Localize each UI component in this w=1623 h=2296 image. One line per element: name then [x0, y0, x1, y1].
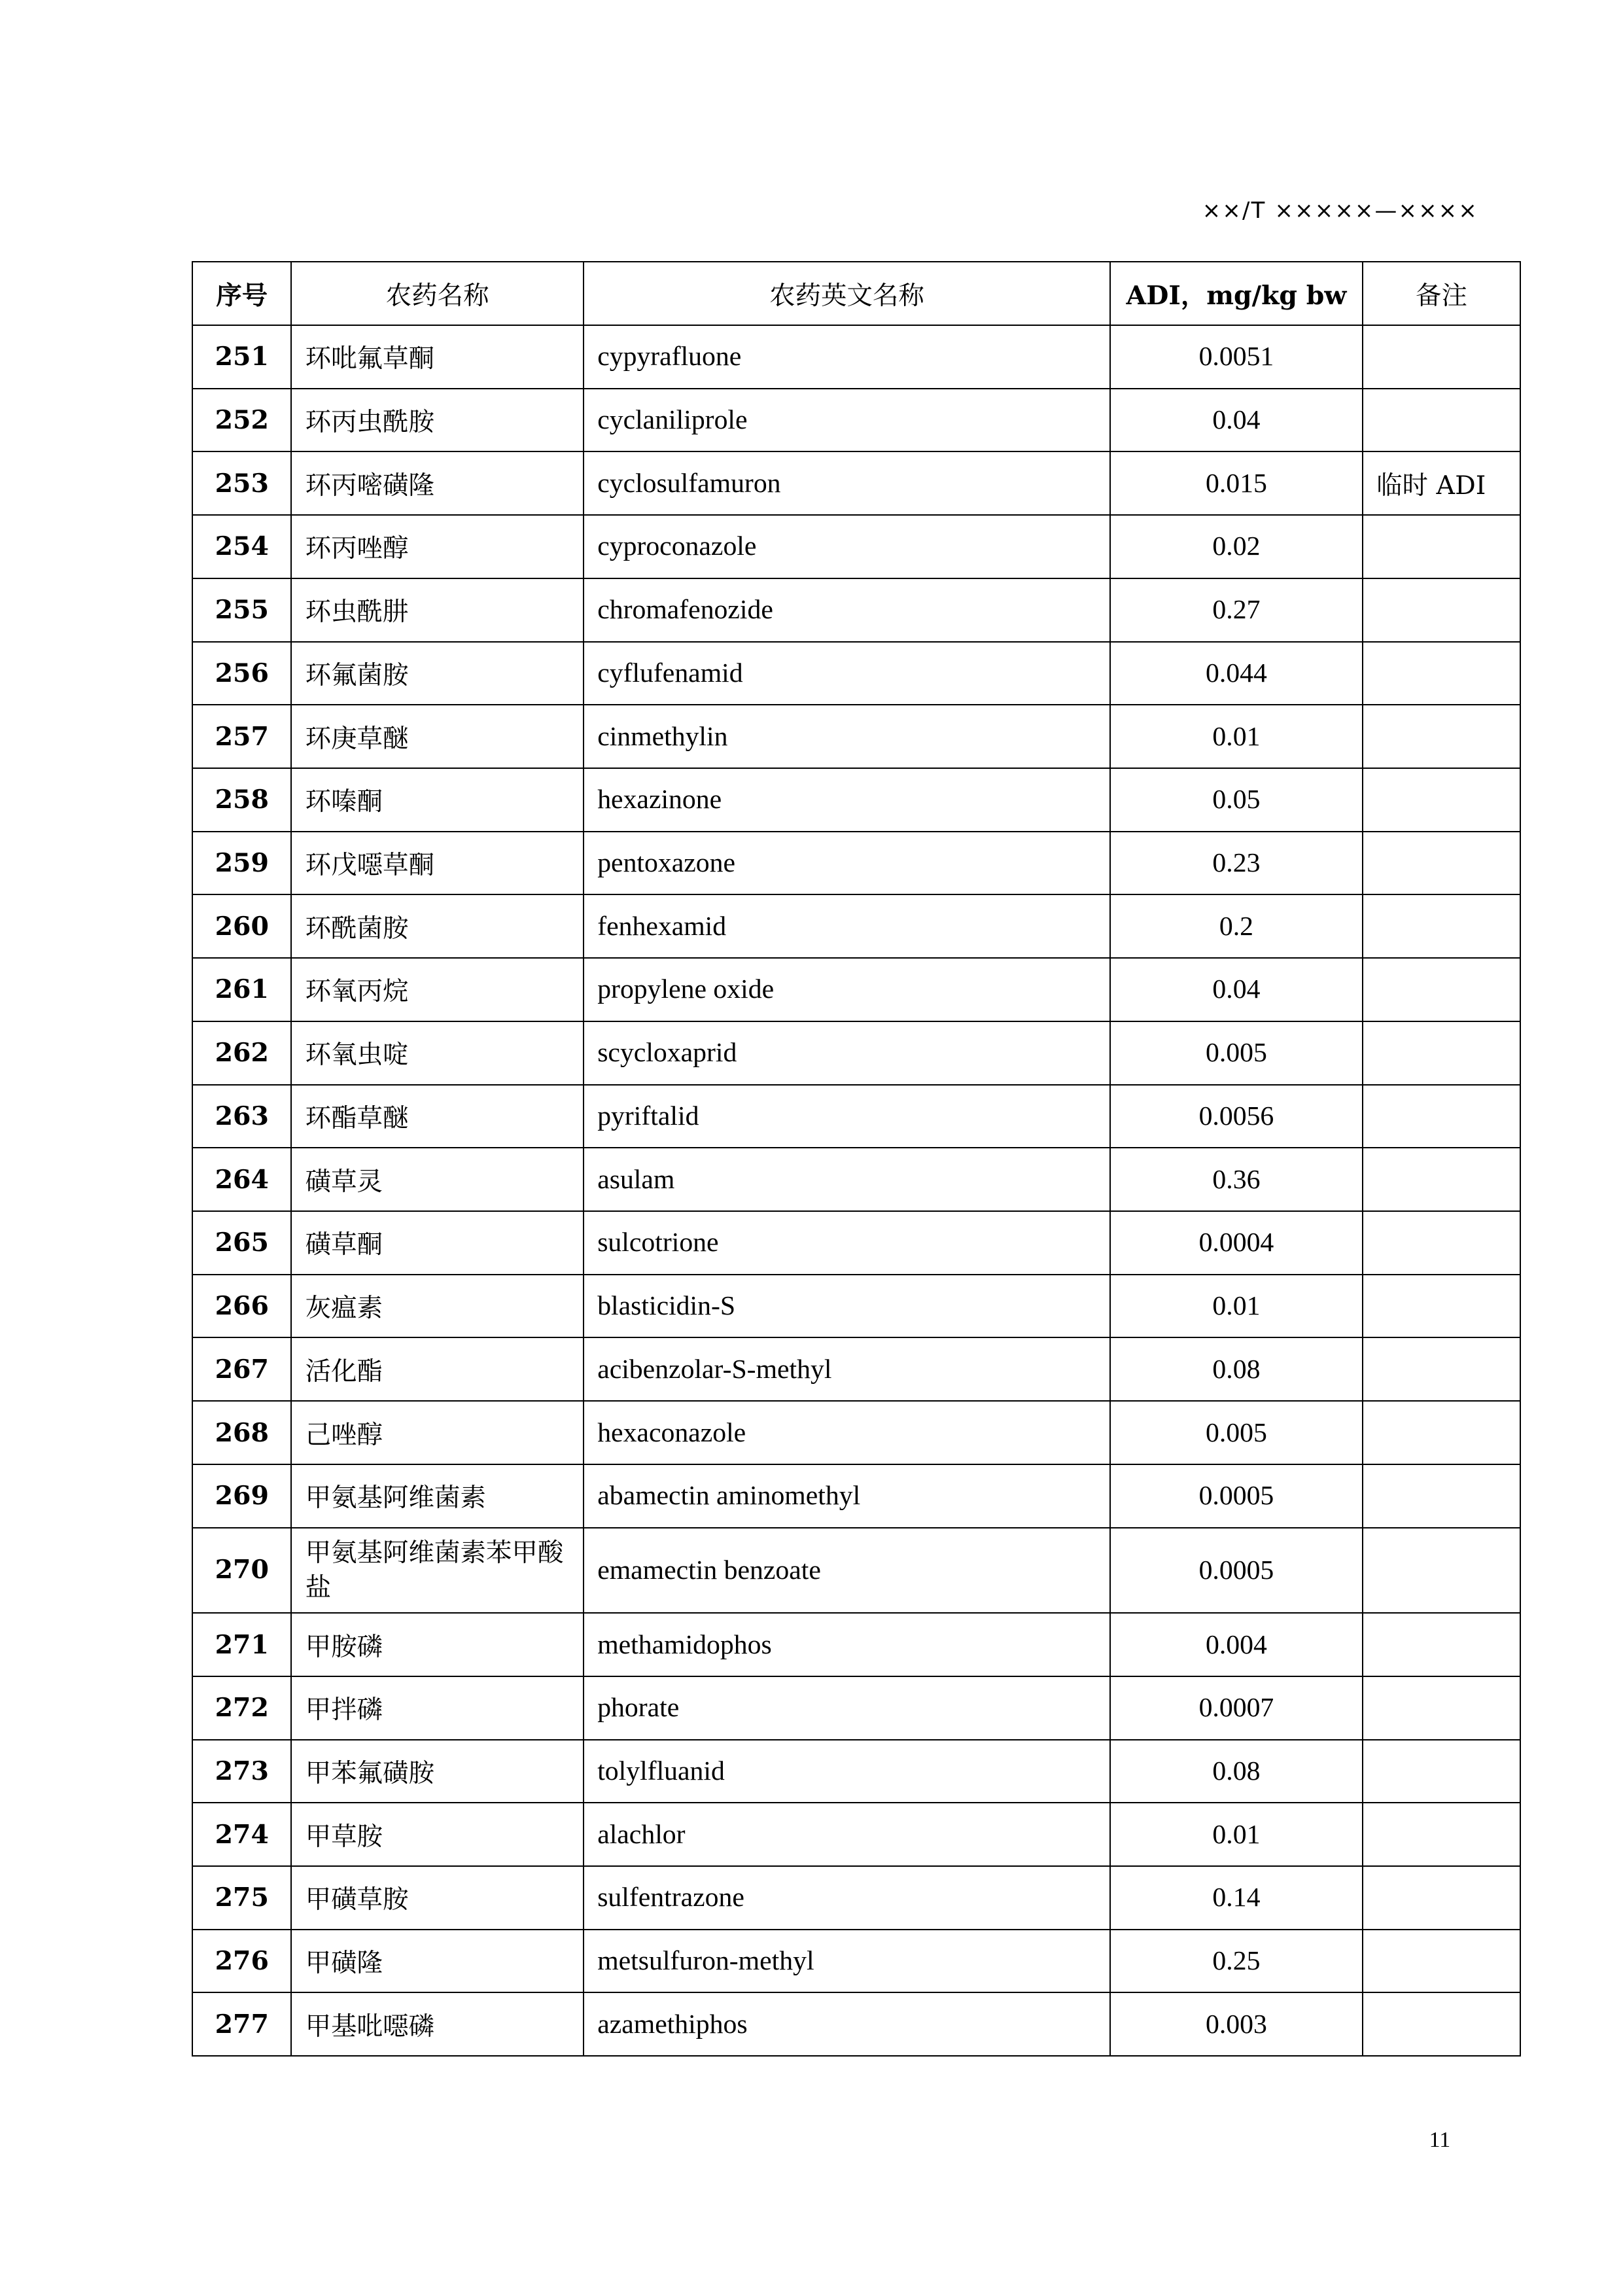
table-body: [192, 325, 1520, 2056]
note-cell: [1363, 515, 1520, 578]
note-cell: [1363, 958, 1520, 1021]
adi-table: [192, 261, 1521, 2057]
note-cell: [1363, 705, 1520, 768]
chinese-name-cell: 环吡氟草酮: [291, 325, 584, 389]
chinese-name-cell: 环氟菌胺: [291, 642, 584, 705]
adi-value-cell: 0.2: [1110, 894, 1363, 958]
table-row: [192, 1803, 1520, 1866]
adi-value-cell: 0.0051: [1110, 325, 1363, 389]
adi-value-cell: 0.08: [1110, 1337, 1363, 1401]
english-name-cell: abamectin aminomethyl: [584, 1464, 1110, 1528]
table-row: [192, 832, 1520, 895]
adi-value-cell: 0.01: [1110, 1803, 1363, 1866]
table-row: [192, 894, 1520, 958]
english-name-cell: hexaconazole: [584, 1401, 1110, 1464]
note-cell: [1363, 894, 1520, 958]
adi-value-cell: 0.015: [1110, 451, 1363, 515]
english-name-cell: cyproconazole: [584, 515, 1110, 578]
table-row: [192, 1464, 1520, 1528]
note-cell: [1363, 389, 1520, 452]
adi-value-cell: 0.36: [1110, 1148, 1363, 1211]
table-row: [192, 1085, 1520, 1148]
table-row: [192, 1528, 1520, 1614]
adi-value-cell: 0.23: [1110, 832, 1363, 895]
serial-number-cell: 276: [192, 1930, 291, 1993]
english-name-cell: azamethiphos: [584, 1992, 1110, 2056]
column-header-english-name: 农药英文名称: [584, 262, 1110, 325]
serial-number-cell: 270: [192, 1528, 291, 1614]
english-name-cell: cyclosulfamuron: [584, 451, 1110, 515]
note-cell: [1363, 1275, 1520, 1338]
note-cell: [1363, 1676, 1520, 1740]
serial-number-cell: 263: [192, 1085, 291, 1148]
adi-value-cell: 0.044: [1110, 642, 1363, 705]
serial-number-cell: 251: [192, 325, 291, 389]
table-row: [192, 958, 1520, 1021]
english-name-cell: tolylfluanid: [584, 1740, 1110, 1803]
chinese-name-cell: 环酰菌胺: [291, 894, 584, 958]
english-name-cell: blasticidin-S: [584, 1275, 1110, 1338]
note-cell: [1363, 1930, 1520, 1993]
serial-number-cell: 253: [192, 451, 291, 515]
english-name-cell: cyflufenamid: [584, 642, 1110, 705]
english-name-cell: chromafenozide: [584, 578, 1110, 642]
chinese-name-cell: 环丙嘧磺隆: [291, 451, 584, 515]
english-name-cell: propylene oxide: [584, 958, 1110, 1021]
table-header-row: [192, 262, 1520, 325]
adi-value-cell: 0.05: [1110, 768, 1363, 832]
english-name-cell: alachlor: [584, 1803, 1110, 1866]
table-row: [192, 1992, 1520, 2056]
adi-value-cell: 0.0004: [1110, 1211, 1363, 1275]
note-cell: [1363, 1803, 1520, 1866]
note-cell: [1363, 1464, 1520, 1528]
english-name-cell: phorate: [584, 1676, 1110, 1740]
chinese-name-cell: 活化酯: [291, 1337, 584, 1401]
chinese-name-cell: 环氧丙烷: [291, 958, 584, 1021]
serial-number-cell: 277: [192, 1992, 291, 2056]
note-cell: [1363, 1866, 1520, 1930]
chinese-name-cell: 甲草胺: [291, 1803, 584, 1866]
table-row: [192, 1021, 1520, 1085]
serial-number-cell: 271: [192, 1613, 291, 1676]
chinese-name-cell: 甲拌磷: [291, 1676, 584, 1740]
document-code: ××/T ×××××—××××: [1202, 198, 1479, 224]
chinese-name-cell: 己唑醇: [291, 1401, 584, 1464]
serial-number-cell: 273: [192, 1740, 291, 1803]
chinese-name-cell: 磺草酮: [291, 1211, 584, 1275]
english-name-cell: metsulfuron-methyl: [584, 1930, 1110, 1993]
table-row: [192, 1211, 1520, 1275]
english-name-cell: acibenzolar-S-methyl: [584, 1337, 1110, 1401]
note-cell: [1363, 642, 1520, 705]
serial-number-cell: 255: [192, 578, 291, 642]
serial-number-cell: 261: [192, 958, 291, 1021]
note-cell: [1363, 1085, 1520, 1148]
serial-number-cell: 252: [192, 389, 291, 452]
note-cell: [1363, 1021, 1520, 1085]
adi-value-cell: 0.003: [1110, 1992, 1363, 2056]
english-name-cell: asulam: [584, 1148, 1110, 1211]
adi-value-cell: 0.14: [1110, 1866, 1363, 1930]
adi-value-cell: 0.005: [1110, 1021, 1363, 1085]
adi-value-cell: 0.004: [1110, 1613, 1363, 1676]
serial-number-cell: 260: [192, 894, 291, 958]
serial-number-cell: 269: [192, 1464, 291, 1528]
table-row: [192, 1676, 1520, 1740]
serial-number-cell: 267: [192, 1337, 291, 1401]
english-name-cell: sulfentrazone: [584, 1866, 1110, 1930]
table-row: [192, 451, 1520, 515]
table-row: [192, 1401, 1520, 1464]
chinese-name-cell: 甲氨基阿维菌素苯甲酸盐: [291, 1528, 584, 1614]
adi-value-cell: 0.01: [1110, 1275, 1363, 1338]
serial-number-cell: 272: [192, 1676, 291, 1740]
adi-value-cell: 0.005: [1110, 1401, 1363, 1464]
table-row: [192, 578, 1520, 642]
adi-value-cell: 0.25: [1110, 1930, 1363, 1993]
english-name-cell: cinmethylin: [584, 705, 1110, 768]
note-cell: [1363, 1528, 1520, 1614]
adi-value-cell: 0.0005: [1110, 1464, 1363, 1528]
english-name-cell: sulcotrione: [584, 1211, 1110, 1275]
chinese-name-cell: 甲基吡噁磷: [291, 1992, 584, 2056]
table-row: [192, 325, 1520, 389]
column-header-adi: ADI，mg/kg bw: [1110, 262, 1363, 325]
chinese-name-cell: 甲氨基阿维菌素: [291, 1464, 584, 1528]
page-number: 11: [1429, 2128, 1451, 2153]
serial-number-cell: 258: [192, 768, 291, 832]
chinese-name-cell: 环虫酰肼: [291, 578, 584, 642]
chinese-name-cell: 环庚草醚: [291, 705, 584, 768]
serial-number-cell: 275: [192, 1866, 291, 1930]
note-cell: [1363, 1148, 1520, 1211]
table-row: [192, 642, 1520, 705]
note-cell: [1363, 1992, 1520, 2056]
chinese-name-cell: 环嗪酮: [291, 768, 584, 832]
english-name-cell: scycloxaprid: [584, 1021, 1110, 1085]
serial-number-cell: 254: [192, 515, 291, 578]
chinese-name-cell: 环丙唑醇: [291, 515, 584, 578]
serial-number-cell: 266: [192, 1275, 291, 1338]
adi-value-cell: 0.0056: [1110, 1085, 1363, 1148]
chinese-name-cell: 甲苯氟磺胺: [291, 1740, 584, 1803]
adi-value-cell: 0.08: [1110, 1740, 1363, 1803]
chinese-name-cell: 灰瘟素: [291, 1275, 584, 1338]
adi-value-cell: 0.02: [1110, 515, 1363, 578]
column-header-serial: 序号: [192, 262, 291, 325]
serial-number-cell: 262: [192, 1021, 291, 1085]
table-row: [192, 1740, 1520, 1803]
table-row: [192, 768, 1520, 832]
chinese-name-cell: 环戊噁草酮: [291, 832, 584, 895]
serial-number-cell: 256: [192, 642, 291, 705]
table-row: [192, 389, 1520, 452]
note-cell: [1363, 1211, 1520, 1275]
adi-value-cell: 0.27: [1110, 578, 1363, 642]
chinese-name-cell: 环酯草醚: [291, 1085, 584, 1148]
column-header-chinese-name: 农药名称: [291, 262, 584, 325]
note-cell: [1363, 1337, 1520, 1401]
table-row: [192, 515, 1520, 578]
column-header-note: 备注: [1363, 262, 1520, 325]
note-cell: 临时 ADI: [1363, 451, 1520, 515]
english-name-cell: emamectin benzoate: [584, 1528, 1110, 1614]
note-cell: [1363, 1740, 1520, 1803]
adi-value-cell: 0.0007: [1110, 1676, 1363, 1740]
table-row: [192, 1275, 1520, 1338]
english-name-cell: pyriftalid: [584, 1085, 1110, 1148]
note-cell: [1363, 325, 1520, 389]
adi-value-cell: 0.04: [1110, 389, 1363, 452]
serial-number-cell: 264: [192, 1148, 291, 1211]
serial-number-cell: 259: [192, 832, 291, 895]
table-row: [192, 705, 1520, 768]
serial-number-cell: 257: [192, 705, 291, 768]
english-name-cell: cypyrafluone: [584, 325, 1110, 389]
note-cell: [1363, 1613, 1520, 1676]
note-cell: [1363, 832, 1520, 895]
chinese-name-cell: 甲磺隆: [291, 1930, 584, 1993]
chinese-name-cell: 甲磺草胺: [291, 1866, 584, 1930]
table-row: [192, 1148, 1520, 1211]
adi-value-cell: 0.0005: [1110, 1528, 1363, 1614]
english-name-cell: fenhexamid: [584, 894, 1110, 958]
english-name-cell: cyclaniliprole: [584, 389, 1110, 452]
table-row: [192, 1337, 1520, 1401]
serial-number-cell: 268: [192, 1401, 291, 1464]
english-name-cell: methamidophos: [584, 1613, 1110, 1676]
english-name-cell: pentoxazone: [584, 832, 1110, 895]
chinese-name-cell: 磺草灵: [291, 1148, 584, 1211]
chinese-name-cell: 甲胺磷: [291, 1613, 584, 1676]
note-cell: [1363, 768, 1520, 832]
chinese-name-cell: 环丙虫酰胺: [291, 389, 584, 452]
table-row: [192, 1613, 1520, 1676]
serial-number-cell: 274: [192, 1803, 291, 1866]
serial-number-cell: 265: [192, 1211, 291, 1275]
note-cell: [1363, 1401, 1520, 1464]
chinese-name-cell: 环氧虫啶: [291, 1021, 584, 1085]
table-row: [192, 1866, 1520, 1930]
adi-value-cell: 0.04: [1110, 958, 1363, 1021]
english-name-cell: hexazinone: [584, 768, 1110, 832]
adi-value-cell: 0.01: [1110, 705, 1363, 768]
note-cell: [1363, 578, 1520, 642]
table-row: [192, 1930, 1520, 1993]
